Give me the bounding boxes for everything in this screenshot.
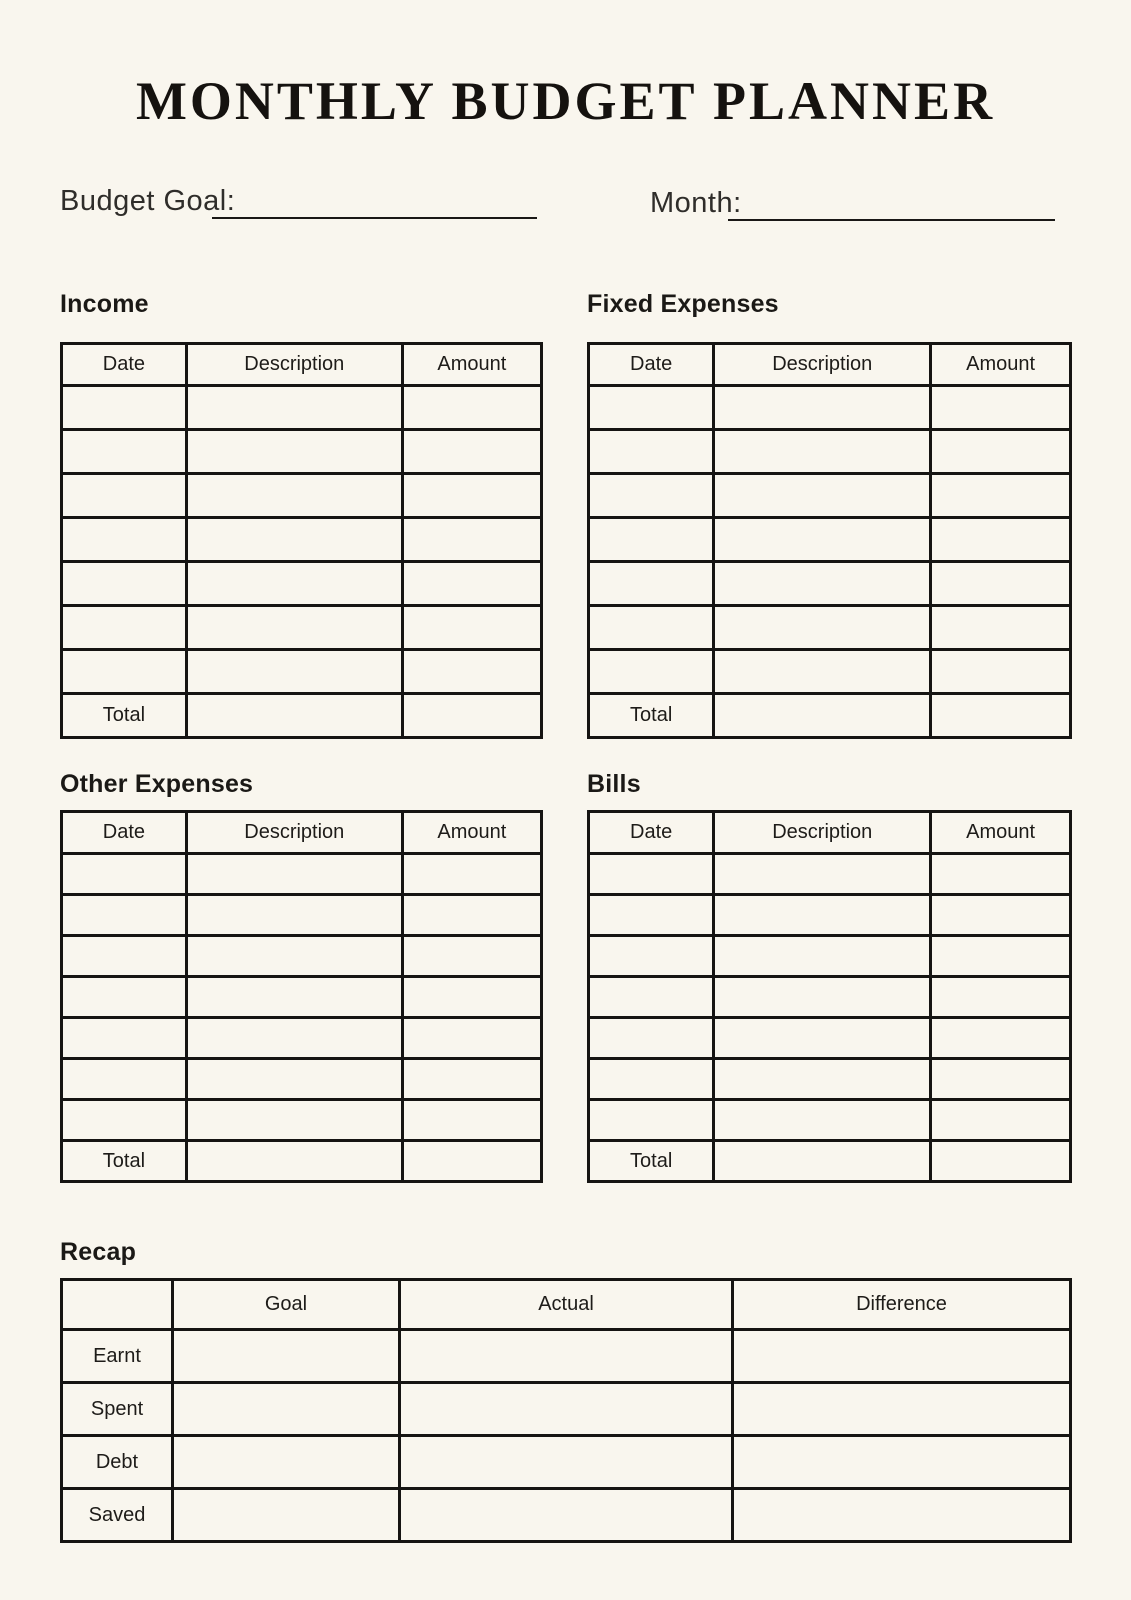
description-cell[interactable] [186,430,402,474]
description-cell[interactable] [186,650,402,694]
date-cell[interactable] [589,895,714,936]
row-label-spent: Spent [62,1383,173,1436]
column-header-date: Date [62,344,187,386]
date-cell[interactable] [589,650,714,694]
row-label-saved: Saved [62,1489,173,1542]
month-input-line[interactable] [728,219,1055,221]
table-row [62,854,542,895]
month-label: Month: [650,187,742,219]
table-row [62,606,542,650]
description-cell[interactable] [714,1059,931,1100]
recap-corner-cell [62,1280,173,1330]
table-row [62,936,542,977]
date-cell[interactable] [589,606,714,650]
total-row [589,694,1071,738]
date-cell[interactable] [62,386,187,430]
column-header-date: Date [589,344,714,386]
amount-cell[interactable] [931,1100,1071,1141]
description-cell[interactable] [186,518,402,562]
recap-row-debt [62,1436,1071,1489]
date-cell[interactable] [589,1018,714,1059]
description-cell[interactable] [714,430,931,474]
description-cell[interactable] [714,1100,931,1141]
date-cell[interactable] [62,977,187,1018]
total-description-cell[interactable] [714,1141,931,1182]
table-row [589,1059,1071,1100]
recap-table [60,1278,1072,1543]
amount-cell[interactable] [931,474,1071,518]
table-row [589,1018,1071,1059]
total-row [62,1141,542,1182]
amount-cell[interactable] [402,650,541,694]
description-cell[interactable] [714,562,931,606]
actual-cell[interactable] [400,1330,733,1383]
actual-cell[interactable] [400,1489,733,1542]
amount-cell[interactable] [931,977,1071,1018]
budget-goal-label: Budget Goal: [60,185,236,217]
date-cell[interactable] [62,518,187,562]
table-row [589,430,1071,474]
date-cell[interactable] [62,895,187,936]
date-cell[interactable] [589,430,714,474]
description-cell[interactable] [186,386,402,430]
goal-cell[interactable] [172,1489,399,1542]
amount-cell[interactable] [402,1018,541,1059]
description-cell[interactable] [714,606,931,650]
total-amount-cell[interactable] [402,1141,541,1182]
table-row [62,1059,542,1100]
description-cell[interactable] [714,895,931,936]
amount-cell[interactable] [402,606,541,650]
actual-cell[interactable] [400,1436,733,1489]
column-header-description: Description [714,812,931,854]
table-row [62,430,542,474]
row-label-earnt: Earnt [62,1330,173,1383]
date-cell[interactable] [589,518,714,562]
amount-cell[interactable] [402,1100,541,1141]
column-header-description: Description [186,812,402,854]
date-cell[interactable] [589,977,714,1018]
amount-cell[interactable] [402,474,541,518]
difference-cell[interactable] [732,1330,1070,1383]
row-label-debt: Debt [62,1436,173,1489]
total-label: Total [589,694,714,738]
amount-cell[interactable] [402,854,541,895]
description-cell[interactable] [714,386,931,430]
amount-cell[interactable] [931,518,1071,562]
date-cell[interactable] [589,386,714,430]
description-cell[interactable] [714,854,931,895]
total-label: Total [62,694,187,738]
amount-cell[interactable] [931,650,1071,694]
amount-cell[interactable] [402,977,541,1018]
income-section [60,290,543,739]
description-cell[interactable] [186,936,402,977]
table-row [62,518,542,562]
goal-cell[interactable] [172,1383,399,1436]
table-row [589,474,1071,518]
amount-cell[interactable] [931,430,1071,474]
total-amount-cell[interactable] [402,694,541,738]
description-cell[interactable] [714,936,931,977]
description-cell[interactable] [186,1018,402,1059]
amount-cell[interactable] [402,936,541,977]
bills-section [587,770,1072,1183]
table-row [589,895,1071,936]
description-cell[interactable] [186,474,402,518]
column-header-date: Date [62,812,187,854]
description-cell[interactable] [186,895,402,936]
description-cell[interactable] [186,1100,402,1141]
amount-cell[interactable] [402,1059,541,1100]
column-header-description: Description [714,344,931,386]
amount-cell[interactable] [402,430,541,474]
total-label: Total [62,1141,187,1182]
total-description-cell[interactable] [186,694,402,738]
header-row [62,1280,1071,1330]
recap-row-earnt [62,1330,1071,1383]
date-cell[interactable] [589,936,714,977]
table-row [589,518,1071,562]
amount-cell[interactable] [402,562,541,606]
date-cell[interactable] [62,936,187,977]
table-row [62,650,542,694]
date-cell[interactable] [62,1100,187,1141]
column-header-amount: Amount [931,812,1071,854]
other-expenses-table [60,810,543,1183]
income-heading: Income [60,290,149,318]
fixed-expenses-table [587,342,1072,739]
header-row [589,344,1071,386]
date-cell[interactable] [62,1059,187,1100]
recap-section [60,1238,1072,1543]
amount-cell[interactable] [931,606,1071,650]
bills-heading: Bills [587,770,641,798]
total-description-cell[interactable] [186,1141,402,1182]
column-header-date: Date [589,812,714,854]
date-cell[interactable] [589,1100,714,1141]
table-row [589,936,1071,977]
date-cell[interactable] [62,854,187,895]
date-cell[interactable] [62,606,187,650]
header-row [589,812,1071,854]
amount-cell[interactable] [931,1018,1071,1059]
description-cell[interactable] [714,518,931,562]
date-cell[interactable] [589,854,714,895]
goal-cell[interactable] [172,1330,399,1383]
table-row [62,977,542,1018]
total-row [62,694,542,738]
amount-cell[interactable] [931,895,1071,936]
column-header-amount: Amount [402,344,541,386]
header-row [62,812,542,854]
table-row [62,895,542,936]
recap-row-saved [62,1489,1071,1542]
date-cell[interactable] [62,430,187,474]
description-cell[interactable] [186,606,402,650]
recap-heading: Recap [60,1238,137,1266]
date-cell[interactable] [589,474,714,518]
difference-cell[interactable] [732,1489,1070,1542]
table-row [589,386,1071,430]
table-row [589,1100,1071,1141]
bills-table [587,810,1072,1183]
date-cell[interactable] [62,1018,187,1059]
date-cell[interactable] [62,562,187,606]
description-cell[interactable] [186,562,402,606]
total-description-cell[interactable] [714,694,931,738]
table-row [589,854,1071,895]
table-row [62,562,542,606]
description-cell[interactable] [714,474,931,518]
amount-cell[interactable] [931,854,1071,895]
description-cell[interactable] [714,650,931,694]
page-title: MONTHLY BUDGET PLANNER [135,71,996,131]
difference-cell[interactable] [732,1383,1070,1436]
column-header-difference: Difference [732,1280,1070,1330]
total-amount-cell[interactable] [931,694,1071,738]
fixed-expenses-heading: Fixed Expenses [587,290,779,318]
income-table [60,342,543,739]
amount-cell[interactable] [931,936,1071,977]
column-header-amount: Amount [931,344,1071,386]
amount-cell[interactable] [402,386,541,430]
actual-cell[interactable] [400,1383,733,1436]
amount-cell[interactable] [402,518,541,562]
budget-goal-input-line[interactable] [212,217,537,219]
header-row [62,344,542,386]
description-cell[interactable] [186,1059,402,1100]
amount-cell[interactable] [931,1059,1071,1100]
description-cell[interactable] [186,977,402,1018]
total-row [589,1141,1071,1182]
table-row [589,606,1071,650]
table-row [589,562,1071,606]
table-row [62,1100,542,1141]
date-cell[interactable] [62,650,187,694]
total-label: Total [589,1141,714,1182]
fixed-expenses-section [587,290,1072,739]
date-cell[interactable] [62,474,187,518]
amount-cell[interactable] [931,386,1071,430]
table-row [62,386,542,430]
table-row [62,1018,542,1059]
total-amount-cell[interactable] [931,1141,1071,1182]
other-expenses-heading: Other Expenses [60,770,254,798]
description-cell[interactable] [714,977,931,1018]
column-header-amount: Amount [402,812,541,854]
column-header-actual: Actual [400,1280,733,1330]
date-cell[interactable] [589,562,714,606]
difference-cell[interactable] [732,1436,1070,1489]
date-cell[interactable] [589,1059,714,1100]
column-header-description: Description [186,344,402,386]
column-header-goal: Goal [172,1280,399,1330]
table-row [589,650,1071,694]
recap-row-spent [62,1383,1071,1436]
goal-cell[interactable] [172,1436,399,1489]
description-cell[interactable] [714,1018,931,1059]
amount-cell[interactable] [931,562,1071,606]
amount-cell[interactable] [402,895,541,936]
description-cell[interactable] [186,854,402,895]
other-expenses-section [60,770,543,1183]
table-row [589,977,1071,1018]
table-row [62,474,542,518]
